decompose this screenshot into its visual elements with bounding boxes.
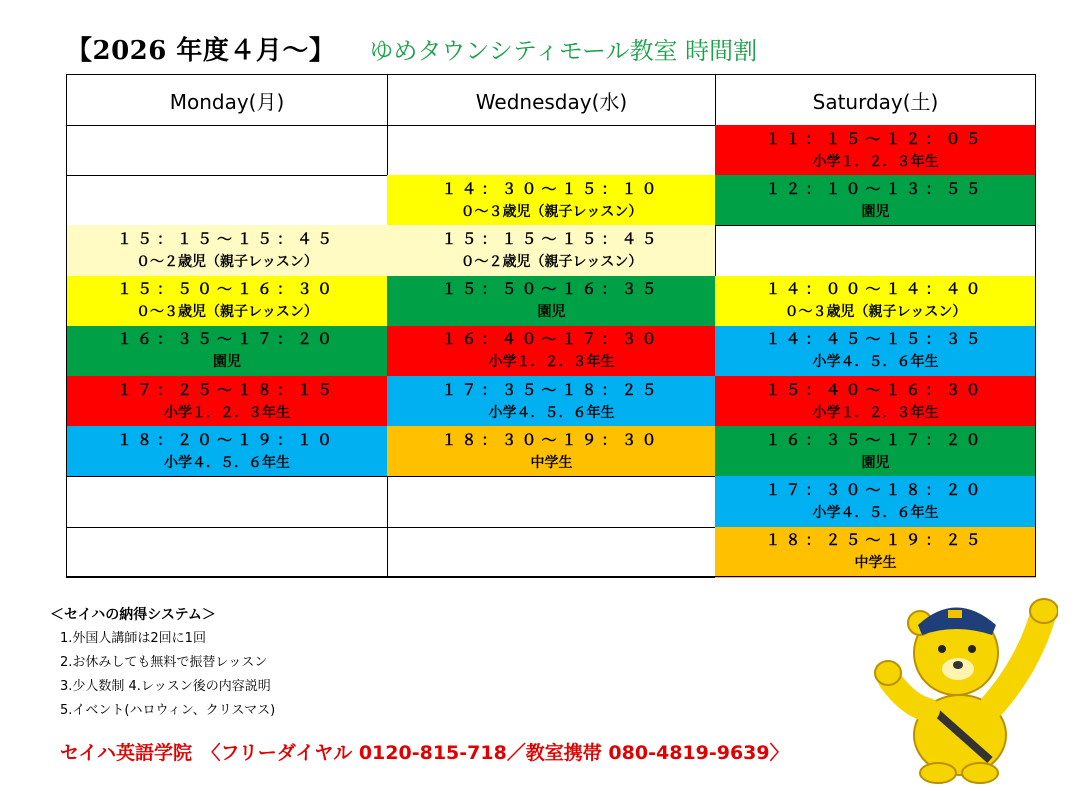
lesson-time: １５：５０～１６：３５ bbox=[441, 280, 662, 299]
lesson-time: １４：４５～１５：３５ bbox=[765, 330, 986, 349]
lesson-label: ０～２歳児（親子レッスン） bbox=[460, 253, 643, 270]
empty-cell bbox=[387, 476, 716, 527]
lesson-cell bbox=[715, 426, 1036, 477]
empty-cell bbox=[66, 175, 388, 226]
notes-item: 1.外国人講師は2回に1回 bbox=[60, 631, 206, 646]
contact-line: セイハ英語学院 〈フリーダイヤル 0120-815-718／教室携帯 080-4819-9639〉 bbox=[60, 742, 789, 764]
notes-item: 5.イベント(ハロウィン、クリスマス) bbox=[60, 703, 276, 718]
lesson-label: ０～３歳児（親子レッスン） bbox=[460, 203, 643, 220]
lesson-cell bbox=[66, 276, 388, 327]
timetable bbox=[66, 74, 1036, 577]
lesson-label: 園児 bbox=[861, 203, 890, 220]
lesson-time: １８：３０～１９：３０ bbox=[441, 430, 662, 449]
empty-cell bbox=[66, 125, 388, 176]
lesson-label: 園児 bbox=[861, 454, 890, 471]
column-header-saturday: Saturday(土) bbox=[715, 74, 1036, 126]
lesson-label: 小学４．５．６年生 bbox=[164, 454, 290, 471]
lesson-cell bbox=[66, 426, 388, 477]
lesson-cell bbox=[387, 326, 716, 377]
lesson-label: 小学１．２．３年生 bbox=[812, 404, 939, 421]
lesson-cell bbox=[715, 476, 1036, 527]
lesson-cell bbox=[715, 527, 1036, 578]
empty-cell bbox=[387, 527, 716, 578]
column-header-wednesday: Wednesday(水) bbox=[387, 74, 716, 126]
lesson-time: １７：３０～１８：２０ bbox=[765, 480, 986, 499]
bear-mascot-icon bbox=[868, 585, 1058, 785]
lesson-label: 中学生 bbox=[854, 555, 897, 572]
lesson-time: １４：３０～１５：１０ bbox=[441, 179, 662, 198]
lesson-label: 小学４．５．６年生 bbox=[812, 504, 939, 521]
lesson-cell bbox=[66, 376, 388, 427]
lesson-label: 園児 bbox=[537, 304, 566, 321]
empty-cell bbox=[66, 476, 388, 527]
notes-item: 3.少人数制 4.レッスン後の内容説明 bbox=[60, 679, 271, 694]
lesson-time: １５：１５～１５：４５ bbox=[441, 229, 662, 248]
lesson-time: １４：００～１４：４０ bbox=[765, 280, 986, 299]
lesson-time: １５：４０～１６：３０ bbox=[765, 380, 986, 399]
lesson-label: 小学１．２．３年生 bbox=[488, 354, 615, 371]
column-header-monday: Monday(月) bbox=[66, 74, 388, 126]
lesson-time: １６：４０～１７：３０ bbox=[441, 330, 662, 349]
lesson-label: ０～３歳児（親子レッスン） bbox=[136, 304, 318, 321]
lesson-label: 小学４．５．６年生 bbox=[812, 354, 939, 371]
notes-section bbox=[50, 603, 275, 723]
lesson-cell bbox=[387, 276, 716, 327]
lesson-label: 中学生 bbox=[530, 454, 573, 471]
lesson-label: 園児 bbox=[213, 354, 241, 371]
lesson-time: １２：１０～１３：５５ bbox=[765, 179, 986, 198]
lesson-label: ０～２歳児（親子レッスン） bbox=[136, 253, 318, 270]
empty-cell bbox=[715, 225, 1036, 276]
lesson-time: １５：１５～１５：４５ bbox=[116, 229, 337, 248]
lesson-cell bbox=[715, 376, 1036, 427]
lesson-cell bbox=[387, 426, 716, 477]
lesson-time: １６：３５～１７：２０ bbox=[116, 330, 337, 349]
lesson-label: 小学４．５．６年生 bbox=[488, 404, 615, 421]
lesson-time: １１：１５～１２：０５ bbox=[765, 129, 986, 148]
lesson-time: １７：３５～１８：２５ bbox=[441, 380, 662, 399]
notes-title: ＜セイハの納得システム＞ bbox=[50, 607, 216, 623]
empty-cell bbox=[66, 527, 388, 578]
lesson-cell bbox=[387, 376, 716, 427]
lesson-label: 小学１．２．３年生 bbox=[812, 153, 939, 170]
lesson-label: 小学１．２．３年生 bbox=[164, 404, 290, 421]
lesson-time: １８：２５～１９：２５ bbox=[765, 531, 986, 550]
lesson-cell bbox=[387, 175, 716, 226]
title-sub: ゆめタウンシティモール教室 時間割 bbox=[369, 37, 758, 65]
lesson-cell bbox=[715, 125, 1036, 176]
empty-cell bbox=[387, 125, 716, 176]
page-title bbox=[66, 30, 757, 70]
lesson-cell bbox=[66, 225, 388, 276]
notes-item: 2.お休みしても無料で振替レッスン bbox=[60, 655, 268, 670]
lesson-time: １７：２５～１８：１５ bbox=[116, 380, 337, 399]
lesson-time: １５：５０～１６：３０ bbox=[116, 280, 337, 299]
lesson-cell bbox=[715, 276, 1036, 327]
lesson-cell bbox=[387, 225, 716, 276]
lesson-cell bbox=[66, 326, 388, 377]
lesson-cell bbox=[715, 175, 1036, 226]
lesson-cell bbox=[715, 326, 1036, 377]
lesson-time: １６：３５～１７：２０ bbox=[765, 430, 986, 449]
lesson-label: ０～３歳児（親子レッスン） bbox=[784, 304, 967, 321]
title-main: 【2026 年度４月～】 bbox=[66, 36, 336, 66]
lesson-time: １８：２０～１９：１０ bbox=[116, 430, 337, 449]
